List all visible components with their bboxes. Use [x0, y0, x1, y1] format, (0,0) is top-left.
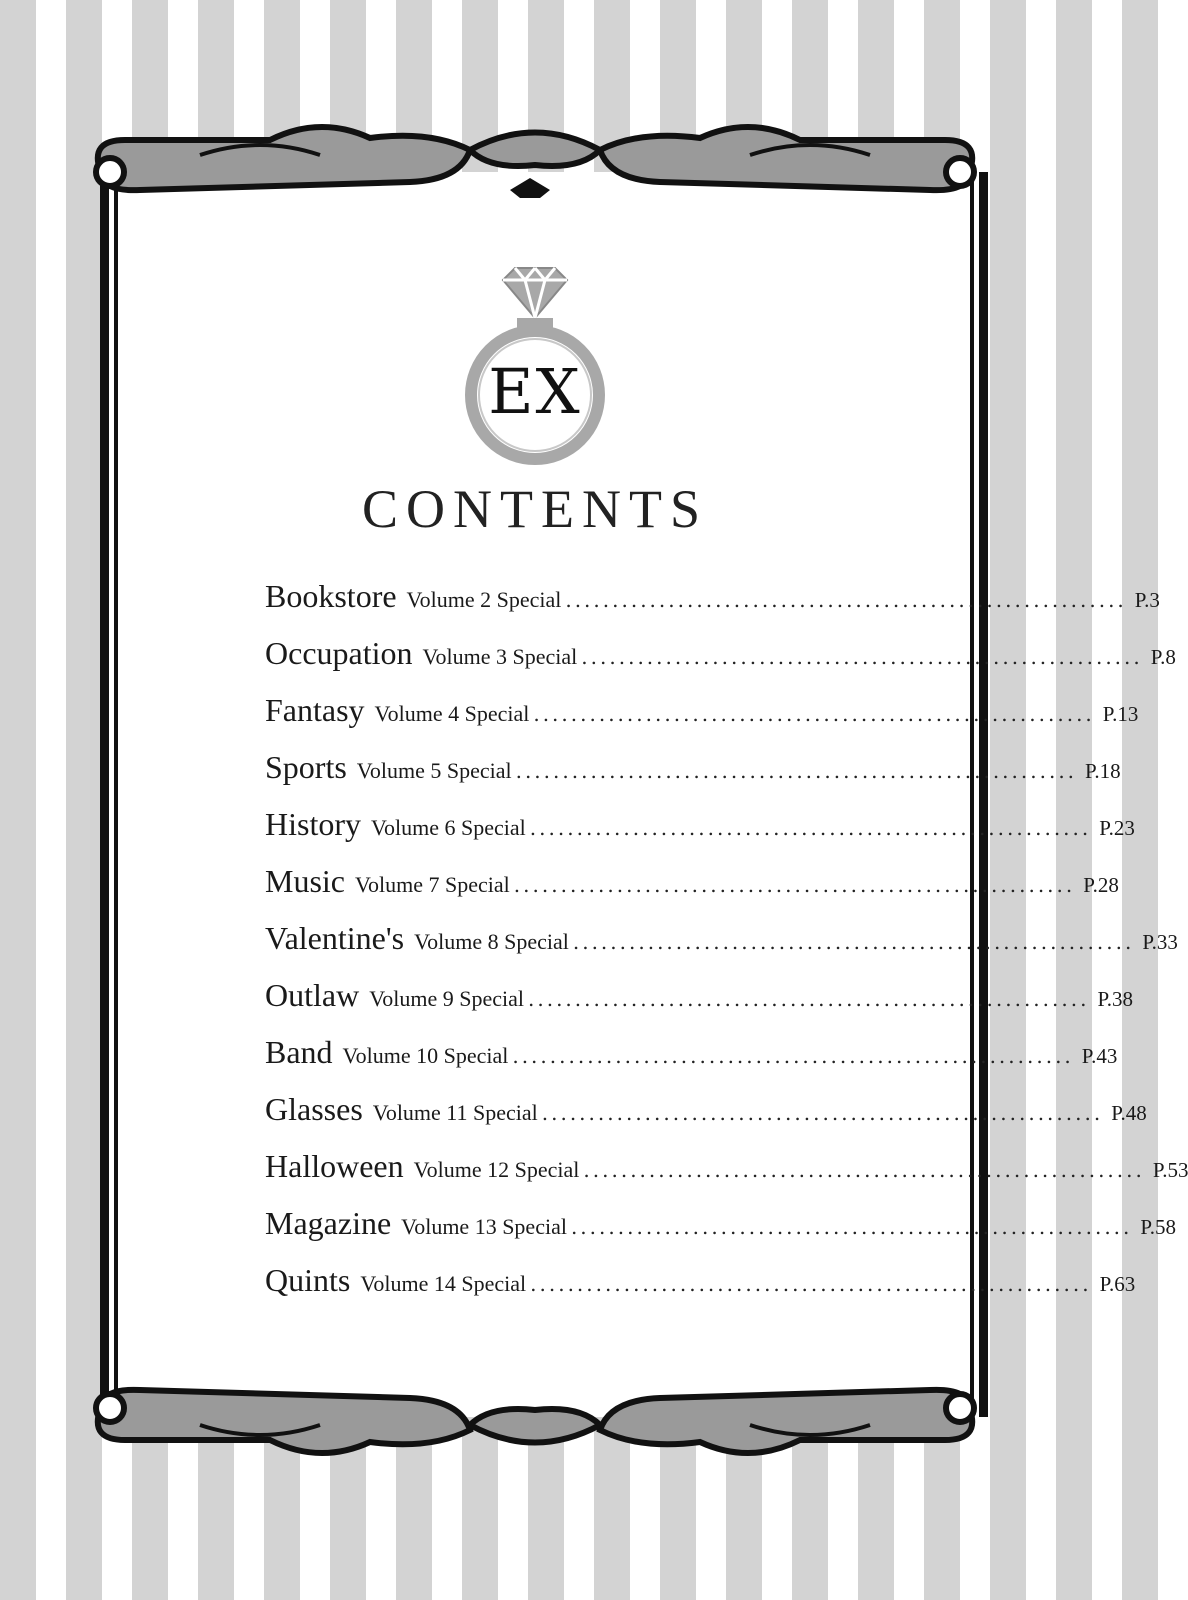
toc-theme: Glasses: [265, 1091, 363, 1127]
page-title: CONTENTS: [362, 479, 708, 539]
toc-page-number: P.38: [1097, 987, 1134, 1011]
toc-entry: [265, 1034, 1118, 1091]
toc-page-number: P.33: [1142, 930, 1178, 954]
toc-leader-dots: ............................................................: [530, 1272, 1092, 1296]
toc-subtitle: Volume 9 Special: [369, 986, 524, 1011]
toc-entry: [265, 749, 1121, 806]
toc-theme: Occupation: [265, 635, 413, 671]
toc-page-number: P.13: [1102, 702, 1139, 726]
toc-subtitle: Volume 8 Special: [414, 929, 569, 954]
toc-page-number: P.43: [1081, 1044, 1118, 1068]
toc-page-number: P.8: [1150, 645, 1176, 669]
toc-page-number: P.18: [1085, 759, 1121, 783]
toc-leader-dots: ............................................................: [533, 702, 1095, 726]
toc-subtitle: Volume 7 Special: [355, 872, 510, 897]
toc-subtitle: Volume 14 Special: [360, 1271, 527, 1296]
toc-entry: [265, 977, 1134, 1034]
toc-subtitle: Volume 4 Special: [374, 701, 530, 726]
toc-leader-dots: ............................................................: [529, 816, 1092, 840]
toc-entry: [265, 1148, 1188, 1205]
toc-page-number: P.63: [1099, 1272, 1136, 1296]
toc-entry: [265, 920, 1178, 977]
toc-theme: Band: [265, 1034, 333, 1070]
toc-subtitle: Volume 3 Special: [422, 644, 578, 669]
toc-page-number: P.58: [1140, 1215, 1177, 1239]
toc-subtitle: Volume 13 Special: [401, 1214, 567, 1239]
toc-theme: Sports: [265, 749, 347, 785]
toc-leader-dots: ............................................................: [583, 1158, 1145, 1182]
toc-leader-dots: ............................................................: [572, 930, 1135, 954]
toc-page-number: P.28: [1083, 873, 1119, 897]
emblem-label: EX: [488, 355, 582, 428]
toc-entry: [265, 578, 1160, 635]
toc-entry: [265, 1091, 1147, 1148]
toc-subtitle: Volume 11 Special: [372, 1100, 538, 1125]
toc-page-number: P.23: [1099, 816, 1135, 840]
toc-page-number: P.48: [1111, 1101, 1147, 1125]
toc-page-number: P.3: [1134, 588, 1160, 612]
toc-theme: Magazine: [265, 1205, 392, 1241]
toc-theme: History: [265, 806, 361, 842]
toc-entry: [265, 1262, 1136, 1319]
toc-leader-dots: ............................................................: [581, 645, 1143, 669]
toc-leader-dots: ............................................................: [515, 759, 1078, 783]
toc-subtitle: Volume 10 Special: [342, 1043, 509, 1068]
toc-leader-dots: ............................................................: [512, 1044, 1074, 1068]
toc-theme: Bookstore: [265, 578, 397, 614]
scroll-ornament-icon: [80, 1370, 990, 1470]
toc-theme: Fantasy: [265, 692, 365, 728]
toc-entry: [265, 863, 1119, 920]
toc-leader-dots: ............................................................: [528, 987, 1090, 1011]
toc-entry: [265, 1205, 1177, 1262]
toc-leader-dots: ............................................................: [513, 873, 1076, 897]
toc-subtitle: Volume 2 Special: [406, 587, 562, 612]
toc-leader-dots: ............................................................: [570, 1215, 1133, 1239]
toc-entry: [265, 692, 1139, 749]
toc-entry: [265, 635, 1176, 692]
toc-theme: Quints: [265, 1262, 351, 1298]
toc-leader-dots: ............................................................: [541, 1101, 1104, 1125]
toc-entry: [265, 806, 1135, 863]
toc-subtitle: Volume 5 Special: [356, 758, 512, 783]
toc-subtitle: Volume 12 Special: [413, 1157, 580, 1182]
table-of-contents: [265, 578, 1188, 1319]
toc-subtitle: Volume 6 Special: [371, 815, 526, 840]
toc-theme: Halloween: [265, 1148, 404, 1184]
toc-theme: Music: [265, 863, 345, 899]
bottom-ornament: [80, 1370, 990, 1470]
toc-theme: Outlaw: [265, 977, 360, 1013]
toc-leader-dots: ............................................................: [565, 588, 1127, 612]
toc-page-number: P.53: [1152, 1158, 1188, 1182]
toc-theme: Valentine's: [265, 920, 405, 956]
